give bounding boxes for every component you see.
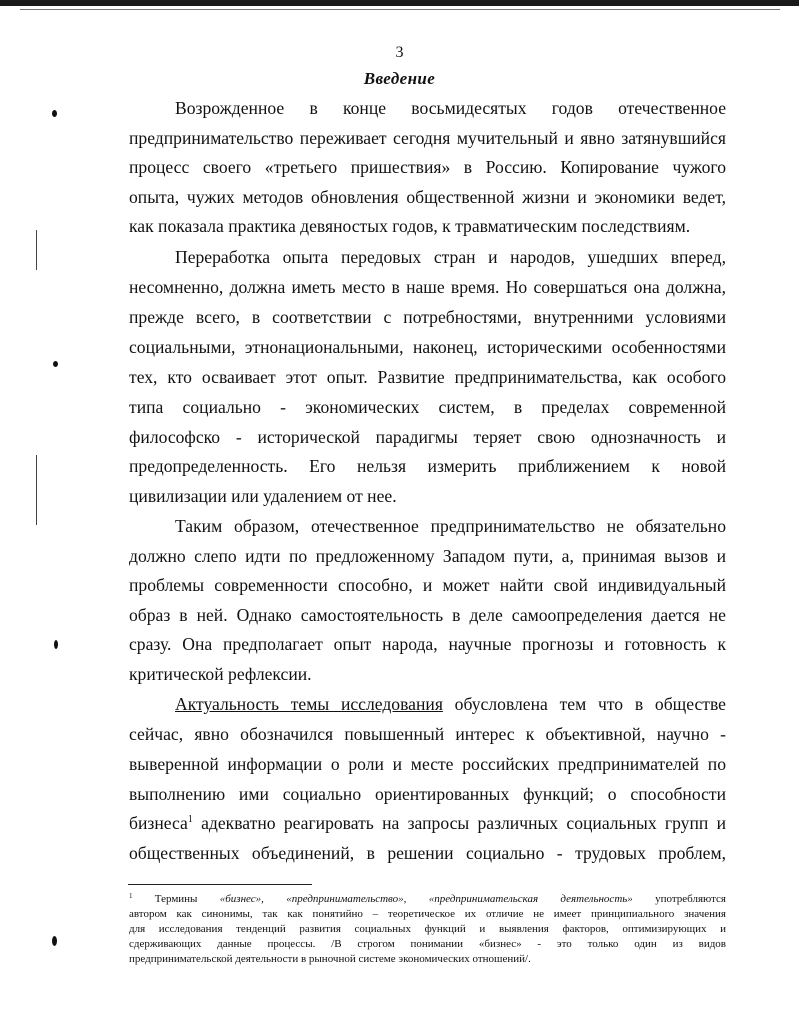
paragraph-3-line: сразу. Она предполагает опыт народа, научные прогнозы и готовность к (129, 634, 726, 654)
footnote-line: предпринимательской деятельности в рыночной системе экономических отношений/. (129, 953, 531, 965)
relevance-heading: Актуальность темы исследования (175, 694, 443, 714)
paragraph-3-line: Таким образом, отечественное предпринимательство не обязательно (175, 516, 726, 536)
paragraph-1-line: Возрожденное в конце восьмидесятых годов отечественное (175, 98, 726, 118)
paragraph-4-line: выполнению ими социально ориентированных функций; о способности (129, 784, 726, 804)
footnote-line: для исследования тенденций развития социальных функций и выявления факторов, оптимизирующих и (129, 923, 726, 935)
footnote-separator (128, 884, 312, 885)
footnote-marker: 1 (129, 892, 133, 900)
binder-hole-mark (53, 361, 58, 367)
scan-edge-artifact (36, 455, 37, 525)
paragraph-2-line: прежде всего, в соответствии с потребностями, внутренними условиями (129, 307, 726, 327)
paragraph-1-line: как показала практика девяностых годов, к травматическим последствиям. (129, 216, 691, 236)
paragraph-2-line: философско - исторической парадигмы теряет свою однозначность и (129, 427, 726, 447)
paragraph-3-line: должно слепо идти по предложенному Западом пути, а, принимая вызов и (129, 546, 726, 566)
section-title: Введение (363, 69, 436, 88)
scan-edge-artifact (36, 230, 37, 270)
footnote-line: $^1$ Термины «бизнес», «предпринимательство», «предпринимательская деятельность» употребляются (129, 892, 726, 905)
binder-hole-mark (52, 110, 57, 117)
paragraph-3-line: проблемы современности способно, и может найти свой индивидуальный (129, 575, 726, 595)
paragraph-2-line: цивилизации или удалением от нее. (129, 486, 397, 506)
paragraph-1-line: опыта, чужих методов обновления общественной жизни и экономики ведет, (129, 187, 726, 207)
binder-hole-mark (54, 640, 58, 649)
paragraph-1-line: предпринимательство переживает сегодня мучительный и явно затянувшийся (129, 128, 726, 148)
paragraph-3-line: критической рефлексии. (129, 664, 312, 684)
paragraph-2-line: несомненно, должна иметь место в наше время. Но совершаться она должна, (129, 277, 726, 297)
footnote-line: сдерживающих данные процессы. /В строгом понимании «бизнес» - это только один из видов (129, 938, 726, 950)
footnote-reference: 1 (187, 814, 193, 825)
scan-top-border (0, 0, 799, 6)
paragraph-4-line: Актуальность темы исследования обусловлена тем что в обществе (175, 694, 726, 714)
binder-hole-mark (52, 936, 57, 946)
paragraph-2-line: социальными, этнонациональными, наконец, историческими особенностями (129, 337, 726, 357)
footnote-line: автором как синонимы, так как понятийно – теоретическое их отличие не имеет принципиального значения (129, 908, 726, 920)
paragraph-4-line: бизнеса$^1$ адекватно реагировать на запросы различных социальных групп и (129, 813, 726, 833)
page-number: 3 (395, 44, 404, 61)
paragraph-4-line: сейчас, явно обозначился повышенный интерес к объективной, научно - (129, 724, 726, 744)
paragraph-3-line: образ в ней. Однако самостоятельность в деле самоопределения дается не (129, 605, 726, 625)
scan-top-line (20, 9, 780, 10)
paragraph-2-line: тех, кто осваивает этот опыт. Развитие предпринимательства, как особого (129, 367, 726, 387)
paragraph-2-line: Переработка опыта передовых стран и народов, ушедших вперед, (175, 247, 726, 267)
paragraph-4-line: выверенной информации о роли и месте российских предпринимателей по (129, 754, 726, 774)
paragraph-4-line: общественных объединений, в решении социально - трудовых проблем, (129, 843, 726, 863)
paragraph-1-line: процесс своего «третьего пришествия» в Россию. Копирование чужого (129, 157, 726, 177)
paragraph-2-line: типа социально - экономических систем, в пределах современной (129, 397, 726, 417)
paragraph-2-line: предопределенность. Его нельзя измерить приближением к новой (129, 456, 726, 476)
